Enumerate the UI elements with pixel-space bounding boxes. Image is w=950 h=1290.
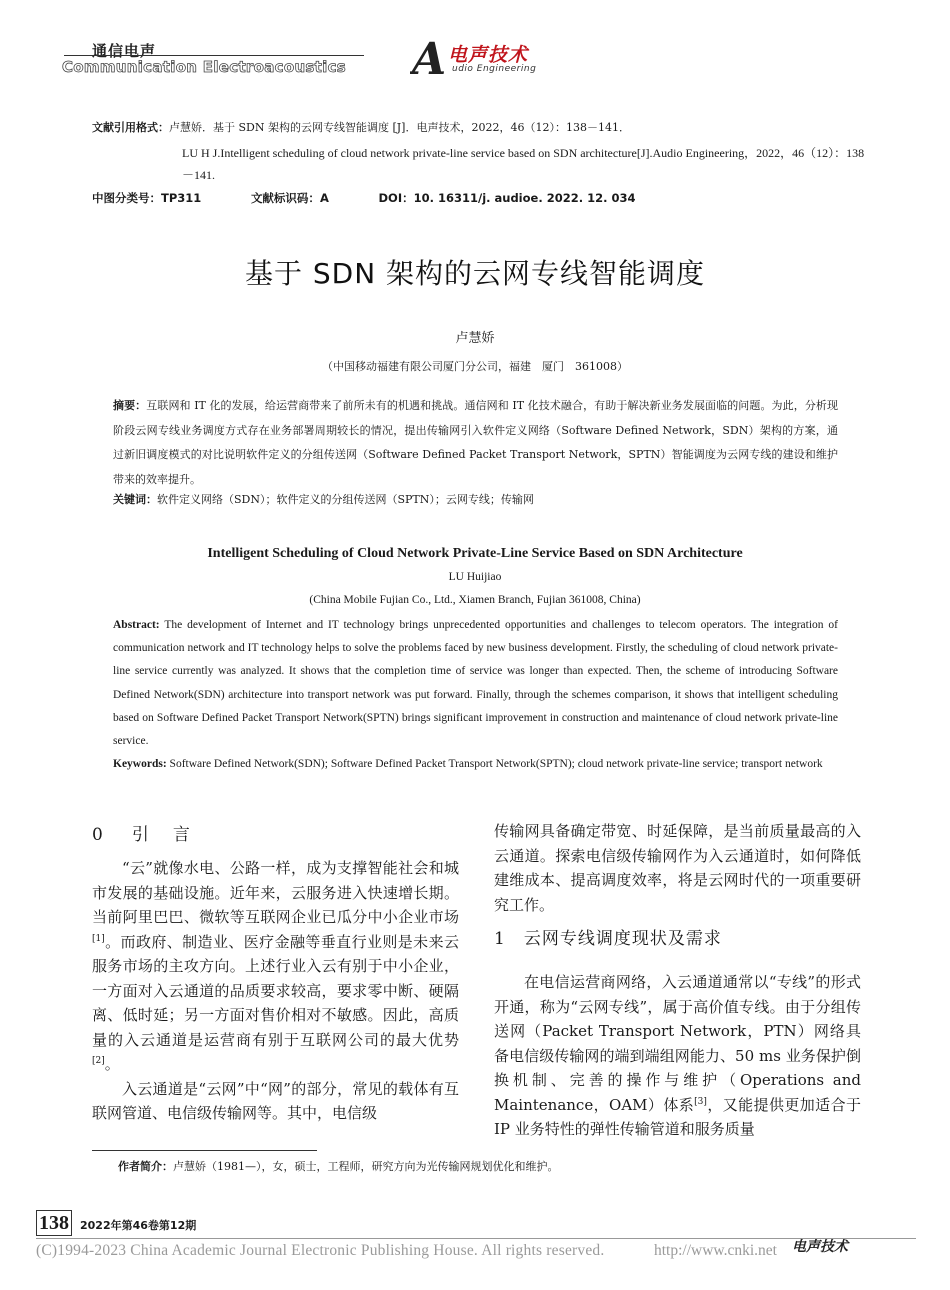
section-1-title: 云网专线调度现状及需求 bbox=[523, 929, 722, 949]
section-1-number: 1 bbox=[494, 929, 506, 949]
section-0-paragraph-1 bbox=[92, 856, 459, 1077]
abstract-cn bbox=[113, 394, 838, 492]
cnki-link[interactable]: http://www.cnki.net bbox=[654, 1242, 777, 1259]
section-0-number: 0 bbox=[92, 825, 104, 845]
logo-letter: A bbox=[412, 36, 447, 80]
para-text: 在电信运营商网络，入云通道通常以“专线”的形式开通，称为“云网专线”，属于高价值专线。由于分组传送网（Packet Transport Network，PTN）网络具备电信级传输网的端到端组网能力、50 ms 业务保护倒换机制、完善的操作与维护（Operations and Maintenance，OAM）体系 bbox=[494, 973, 861, 1114]
footer-rule bbox=[36, 1238, 916, 1239]
abstract-cn-text: 互联网和 IT 化的发展，给运营商带来了前所未有的机遇和挑战。通信网和 IT 化技术融合，有助于解决新业务发展面临的问题。为此，分析现阶段云网专线业务调度方式存在业务部署周期较长的情况，提出传输网引入软件定义网络（Software Defined Network，SDN）架构的方案，通过新旧调度模式的对比说明软件定义的分组传送网（Software Defined Packet Transport Network，SPTN）智能调度为云网专线的建设和维护带来的效率提升。 bbox=[113, 399, 838, 486]
issue-info: 2022年第46卷第12期 bbox=[80, 1219, 197, 1232]
abstract-cn-label: 摘要： bbox=[113, 399, 147, 412]
section-1-paragraph-1 bbox=[494, 970, 861, 1142]
header-rule bbox=[64, 55, 364, 56]
paper-title-cn: 基于 SDN 架构的云网专线智能调度 bbox=[244, 257, 706, 290]
affiliation-cn: （中国移动福建有限公司厦门分公司，福建 厦门 361008） bbox=[322, 360, 628, 373]
para-text: 。而政府、制造业、医疗金融等垂直行业则是未来云服务市场的主攻方向。上述行业入云有别于中小企业，一方面对入云通道的品质要求较高，要求零中断、硬隔离、低时延；另一方面对售价相对不敏感。因此，高质量的入云通道是运营商有别于互联网公司的最大优势 bbox=[92, 932, 459, 1049]
column-right bbox=[494, 819, 861, 1142]
section-0-paragraph-2-cont: 传输网具备确定带宽、时延保障，是当前质量最高的入云通道。探索电信级传输网作为入云通道时，如何降低建维成本、提高调度效率，将是云网时代的一项重要研究工作。 bbox=[494, 822, 861, 914]
footnote-rule bbox=[92, 1150, 317, 1151]
citation-cn bbox=[92, 118, 872, 138]
abstract-en-label: Abstract: bbox=[113, 619, 160, 631]
doi-value: 10. 16311/j. audioe. 2022. 12. 034 bbox=[413, 191, 636, 205]
citation-cn-text: 卢慧娇．基于 SDN 架构的云网专线智能调度 [J]．电声技术，2022，46（12）：138－141． bbox=[169, 121, 630, 134]
author-bio bbox=[118, 1157, 559, 1177]
author-cn: 卢慧娇 bbox=[455, 331, 495, 346]
paper-title-en: Intelligent Scheduling of Cloud Network Private-Line Service Based on SDN Architecture bbox=[207, 546, 743, 561]
clc-value: TP311 bbox=[161, 191, 202, 205]
column-left bbox=[92, 856, 459, 1126]
author-bio-label: 作者简介： bbox=[118, 1160, 173, 1173]
abstract-en bbox=[113, 614, 838, 753]
keywords-cn-text: 软件定义网络（SDN）；软件定义的分组传送网（SPTN）；云网专线；传输网 bbox=[157, 493, 534, 506]
ref-2: [2] bbox=[92, 1056, 105, 1066]
keywords-en-text: Software Defined Network(SDN); Software Defined Packet Transport Network(SPTN); cloud network private-line service; transport network bbox=[169, 758, 823, 770]
keywords-en-label: Keywords: bbox=[113, 758, 167, 770]
classification-meta bbox=[92, 190, 681, 206]
clc-label: 中图分类号： bbox=[92, 191, 161, 205]
page-number: 138 bbox=[36, 1210, 72, 1236]
section-0-heading bbox=[92, 820, 214, 845]
logo-text-en: udio Engineering bbox=[452, 64, 537, 74]
section-1-heading bbox=[494, 924, 722, 949]
keywords-cn bbox=[113, 488, 838, 512]
author-en: LU Huijiao bbox=[448, 571, 502, 583]
citation-label: 文献引用格式： bbox=[92, 121, 169, 134]
copyright-notice: (C)1994-2023 China Academic Journal Electronic Publishing House. All rights reserved. bbox=[36, 1242, 605, 1259]
ref-3: [3] bbox=[694, 1096, 707, 1107]
section-0-title: 引言 bbox=[131, 825, 214, 845]
para-text: “云”就像水电、公路一样，成为支撑智能社会和城市发展的基础设施。近年来，云服务进入快速增长期。当前阿里巴巴、微软等互联网企业已瓜分中小企业市场 bbox=[92, 859, 459, 926]
para-text: 。 bbox=[104, 1055, 120, 1073]
section-0-paragraph-2: 入云通道是“云网”中“网”的部分，常见的载体有互联网管道、电信级传输网等。其中，电信级 bbox=[92, 1079, 459, 1122]
logo-text-cn: 电声技术 bbox=[448, 44, 529, 66]
keywords-en bbox=[113, 753, 838, 776]
para-text: ，又能提供更加适合于 IP 业务特性的弹性传输管道和服务质量 bbox=[494, 1095, 861, 1138]
doi-label: DOI： bbox=[378, 191, 414, 205]
journal-name-en: Communication Electroacoustics bbox=[62, 58, 346, 76]
footer-logo: 电声技术 bbox=[792, 1239, 848, 1255]
citation-en: LU H J.Intelligent scheduling of cloud network private-line service based on SDN architecture[J].Audio Engineering，2022，46（12）：138－141. bbox=[182, 146, 865, 182]
doc-code-value: A bbox=[319, 191, 329, 205]
keywords-cn-label: 关键词： bbox=[113, 493, 157, 506]
author-bio-text: 卢慧娇（1981—），女，硕士，工程师，研究方向为光传输网规划优化和维护。 bbox=[173, 1160, 559, 1173]
abstract-en-text: The development of Internet and IT technology brings unprecedented opportunities and challenges to telecom operators. The integration of communication network and IT technology helps to solve the problems faced by new business development. Firstly, the scheduling of cloud network private-line service currently was analyzed. It shows that the completion time of service was longer than expected. Then, the scheme of introducing Software Defined Network(SDN) architecture into transport network was put forward. Finally, through the schemes comparison, it shows that intelligent scheduling based on Software Defined Packet Transport Network(SPTN) brings significant improvement in construction and maintenance of cloud network private-line service. bbox=[113, 619, 838, 748]
doc-code-label: 文献标识码： bbox=[250, 191, 320, 205]
ref-1: [1] bbox=[92, 933, 105, 944]
journal-name-cn: 通信电声 bbox=[92, 42, 157, 60]
affiliation-en: (China Mobile Fujian Co., Ltd., Xiamen Branch, Fujian 361008, China) bbox=[309, 594, 641, 606]
